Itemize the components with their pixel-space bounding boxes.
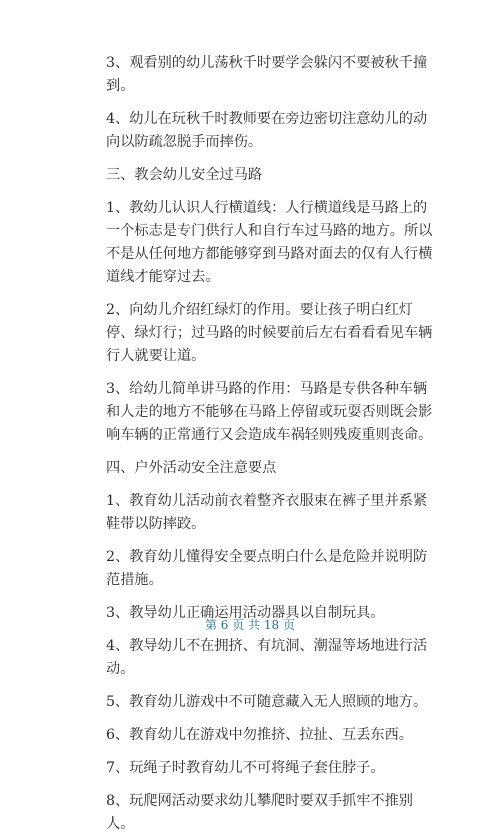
paragraph-outdoor-5: 5、教育幼儿游戏中不可随意藏入无人照顾的地方。 [106,694,428,710]
paragraph-outdoor-8: 8、玩爬网活动要求幼儿攀爬时要双手抓牢不推别人。 [106,793,413,832]
footer-prefix: 第 [204,618,217,632]
section-heading-road-safety: 三、教会幼儿安全过马路 [106,167,263,183]
footer-suffix: 页 [283,618,296,632]
paragraph-road-function: 3、给幼儿简单讲马路的作用：马路是专供各种车辆和人走的地方不能够在马路上停留或玩耍否则既会影响车辆的正常通行又会造成车祸轻则残废重则丧命。 [106,381,433,443]
paragraph-traffic-light: 2、向幼儿介绍红绿灯的作用。要让孩子明白红灯停、绿灯行；过马路的时候要前后左右看看看见车辆行人就要让道。 [106,302,433,364]
footer-middle: 页 共 [232,618,261,632]
page-footer [0,616,500,633]
paragraph-outdoor-2: 2、教育幼儿懂得安全要点明白什么是危险并说明防范措施。 [106,549,428,588]
footer-total-pages: 18 [263,618,280,632]
paragraph-outdoor-3: 3、教导幼儿正确运用活动器具以自制玩具。 [106,605,385,621]
paragraph-swing-dodge: 3、观看别的幼儿荡秋千时要学会躲闪不要被秋千撞到。 [106,55,428,94]
paragraph-outdoor-6: 6、教育幼儿在游戏中勿推挤、拉扯、互丢东西。 [106,727,413,743]
document-body [78,52,438,836]
section-heading-outdoor-safety: 四、户外活动安全注意要点 [106,460,277,476]
paragraph-outdoor-1: 1、教育幼儿活动前衣着整齐衣服束在裤子里并系紧鞋带以防摔跤。 [106,493,428,532]
paragraph-outdoor-4: 4、教导幼儿不在拥挤、有坑洞、潮湿等场地进行活动。 [106,638,428,677]
paragraph-crosswalk: 1、教幼儿认识人行横道线：人行横道线是马路上的一个标志是专门供行人和自行车过马路的地方。所以不是从任何地方都能够穿到马路对面去的仅有人行横道线才能穿过去。 [106,200,433,285]
paragraph-swing-teacher: 4、幼儿在玩秋千时教师要在旁边密切注意幼儿的动向以防疏忽脱手而摔伤。 [106,111,428,150]
paragraph-outdoor-7: 7、玩绳子时教育幼儿不可将绳子套住脖子。 [106,760,385,776]
footer-page-number: 6 [220,618,229,632]
